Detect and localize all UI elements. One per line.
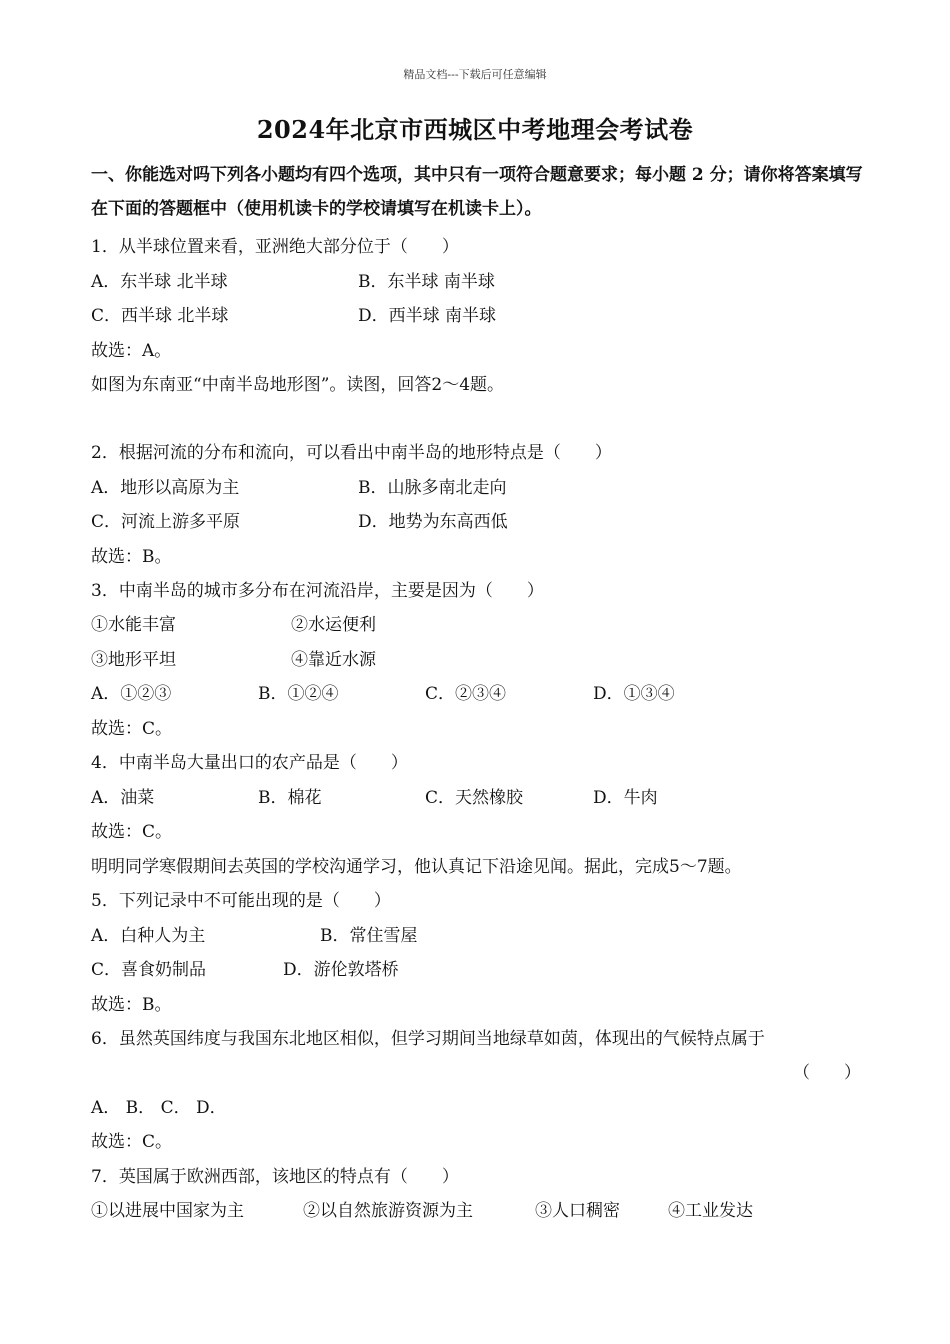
question-6-answer-blank: （ ） — [793, 1063, 861, 1083]
question-6-answer: 故选：C。 — [91, 1132, 173, 1152]
section-instructions: 一、你能选对吗下列各小题均有四个选项，其中只有一项符合题意要求；每小题 2 分；请你将答案填写在下面的答题框中（使用机读卡的学校请填写在机读卡上）。 — [91, 165, 863, 219]
question-5-option-a: A．白种人为主 — [91, 926, 206, 946]
question-3-statement-2: ②水运便利 — [291, 615, 376, 635]
question-2-answer: 故选：B。 — [91, 547, 172, 567]
question-5-answer: 故选：B。 — [91, 995, 172, 1015]
question-3-option-b: B．①②④ — [258, 684, 339, 704]
question-1-option-b: B．东半球 南半球 — [358, 272, 495, 292]
intro-questions-5-7: 明明同学寒假期间去英国的学校沟通学习，他认真记下沿途见闻。据此，完成5～7题。 — [91, 857, 742, 877]
question-3-option-d: D．①③④ — [593, 684, 675, 704]
question-5-option-b: B．常住雪屋 — [320, 926, 418, 946]
intro-questions-2-4: 如图为东南亚“中南半岛地形图”。读图，回答2～4题。 — [91, 375, 505, 395]
question-4-option-c: C．天然橡胶 — [425, 788, 524, 808]
question-4-option-d: D．牛肉 — [593, 788, 658, 808]
question-6-options: A． B． C． D． — [91, 1098, 227, 1118]
question-2-option-c: C．河流上游多平原 — [91, 512, 241, 532]
question-1-option-c: C．西半球 北半球 — [91, 306, 229, 326]
header-note: 精品文档---下载后可任意编辑 — [403, 68, 547, 81]
question-7-statement-2: ②以自然旅游资源为主 — [303, 1201, 473, 1221]
question-1-answer: 故选：A。 — [91, 341, 172, 361]
question-3-answer: 故选：C。 — [91, 719, 173, 739]
question-3-statement-4: ④靠近水源 — [291, 650, 376, 670]
question-7-statement-4: ④工业发达 — [668, 1201, 753, 1221]
question-5-option-c: C．喜食奶制品 — [91, 960, 207, 980]
question-4-stem: 4．中南半岛大量出口的农产品是（ ） — [91, 753, 408, 773]
question-2-option-b: B．山脉多南北走向 — [358, 478, 507, 498]
page-title: 2024年北京市西城区中考地理会考试卷 — [256, 115, 694, 144]
question-3-statement-3: ③地形平坦 — [91, 650, 176, 670]
question-3-option-c: C．②③④ — [425, 684, 507, 704]
question-1-option-a: A．东半球 北半球 — [91, 272, 228, 292]
question-2-option-d: D．地势为东高西低 — [358, 512, 508, 532]
question-3-statement-1: ①水能丰富 — [91, 615, 176, 635]
question-4-option-b: B．棉花 — [258, 788, 322, 808]
question-5-option-d: D．游伦敦塔桥 — [283, 960, 399, 980]
question-3-option-a: A．①②③ — [91, 684, 172, 704]
question-2-option-a: A．地形以高原为主 — [91, 478, 240, 498]
question-7-stem: 7．英国属于欧洲西部，该地区的特点有（ ） — [91, 1167, 459, 1187]
question-7-statement-1: ①以进展中国家为主 — [91, 1201, 244, 1221]
question-6-stem: 6．虽然英国纬度与我国东北地区相似，但学习期间当地绿草如茵，体现出的气候特点属于 — [91, 1029, 765, 1049]
question-1-stem: 1．从半球位置来看，亚洲绝大部分位于（ ） — [91, 237, 459, 257]
question-7-statement-3: ③人口稠密 — [535, 1201, 620, 1221]
question-4-option-a: A．油菜 — [91, 788, 155, 808]
question-3-stem: 3．中南半岛的城市多分布在河流沿岸，主要是因为（ ） — [91, 581, 544, 601]
question-1-option-d: D．西半球 南半球 — [358, 306, 497, 326]
question-5-stem: 5．下列记录中不可能出现的是（ ） — [91, 891, 391, 911]
question-2-stem: 2．根据河流的分布和流向，可以看出中南半岛的地形特点是（ ） — [91, 443, 612, 463]
question-4-answer: 故选：C。 — [91, 822, 173, 842]
